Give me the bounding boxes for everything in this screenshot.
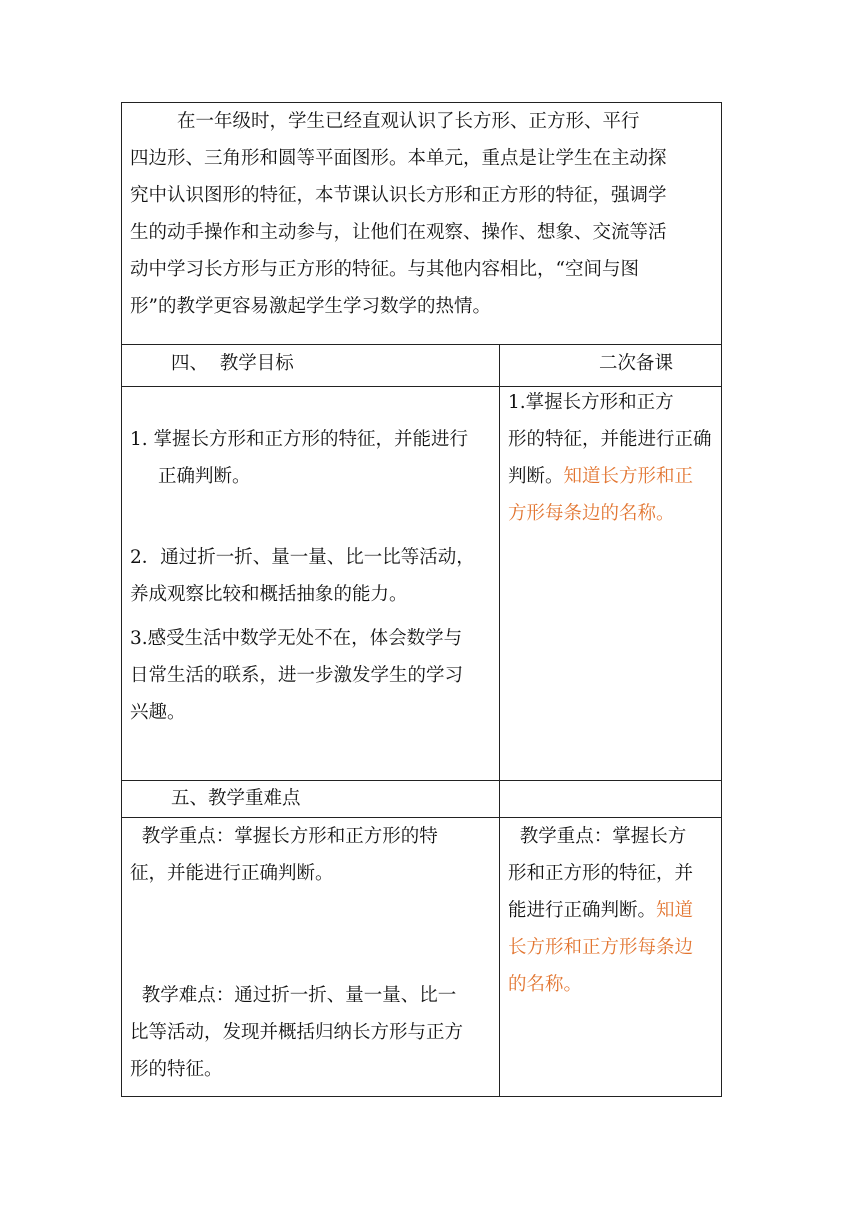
revision-text: 能进行正确判断。: [508, 900, 657, 921]
goal-1-line: 正确判断。: [158, 466, 251, 487]
section-heading-revision: 二次备课: [599, 353, 674, 374]
revision-line: 1.掌握长方形和正方: [508, 392, 674, 413]
revision-highlight: 知道: [656, 900, 694, 921]
intro-line: 形”的教学更容易激起学生学习数学的热情。: [130, 296, 491, 317]
goal-3-line: 3.感受生活中数学无处不在，体会数学与: [130, 628, 463, 649]
key-point-line: 教学重点：掌握长方形和正方形的特: [130, 826, 438, 847]
revision-line: 教学重点：掌握长方: [508, 826, 687, 847]
key-point-line: 征，并能进行正确判断。: [130, 863, 334, 884]
revision-line: 形和正方形的特征，并: [508, 863, 694, 884]
difficult-point-line: 教学难点：通过折一折、量一量、比一: [130, 985, 457, 1006]
section-heading-key-points: 五、教学重难点: [171, 788, 301, 809]
revision-highlight: 方形每条边的名称。: [508, 503, 675, 524]
revision-highlight: 长方形和正方形每条边: [508, 937, 694, 958]
intro-line: 动中学习长方形与正方形的特征。与其他内容相比，“空间与图: [130, 259, 639, 280]
column-divider: [499, 344, 500, 1097]
difficult-point-line: 比等活动，发现并概括归纳长方形与正方: [130, 1022, 464, 1043]
intro-line: 在一年级时，学生已经直观认识了长方形、正方形、平行: [130, 111, 640, 132]
revision-highlight: 知道长方形和正: [563, 466, 694, 487]
goal-2-line: 2．通过折一折、量一量、比一比等活动，: [130, 547, 475, 568]
revision-line: 形的特征，并能进行正确: [508, 429, 712, 450]
difficult-point-line: 形的特征。: [130, 1059, 223, 1080]
intro-line: 生的动手操作和主动参与，让他们在观察、操作、想象、交流等活: [130, 222, 667, 243]
goal-3-line: 日常生活的联系，进一步激发学生的学习: [130, 665, 464, 686]
revision-line: [508, 892, 693, 929]
revision-highlight: 的名称。: [508, 974, 583, 995]
goal-2-line: 养成观察比较和概括抽象的能力。: [130, 584, 408, 605]
lesson-plan-table: [121, 102, 722, 1097]
goal-1-line: 1. 掌握长方形和正方形的特征，并能进行: [130, 429, 469, 450]
section-heading-goals: 四、 教学目标: [171, 353, 294, 374]
revision-line: [508, 458, 693, 495]
goal-3-line: 兴趣。: [130, 702, 186, 723]
revision-text: 判断。: [508, 466, 564, 487]
intro-line: 四边形、三角形和圆等平面图形。本单元，重点是让学生在主动探: [130, 148, 667, 169]
intro-line: 究中认识图形的特征，本节课认识长方形和正方形的特征，强调学: [130, 185, 667, 206]
